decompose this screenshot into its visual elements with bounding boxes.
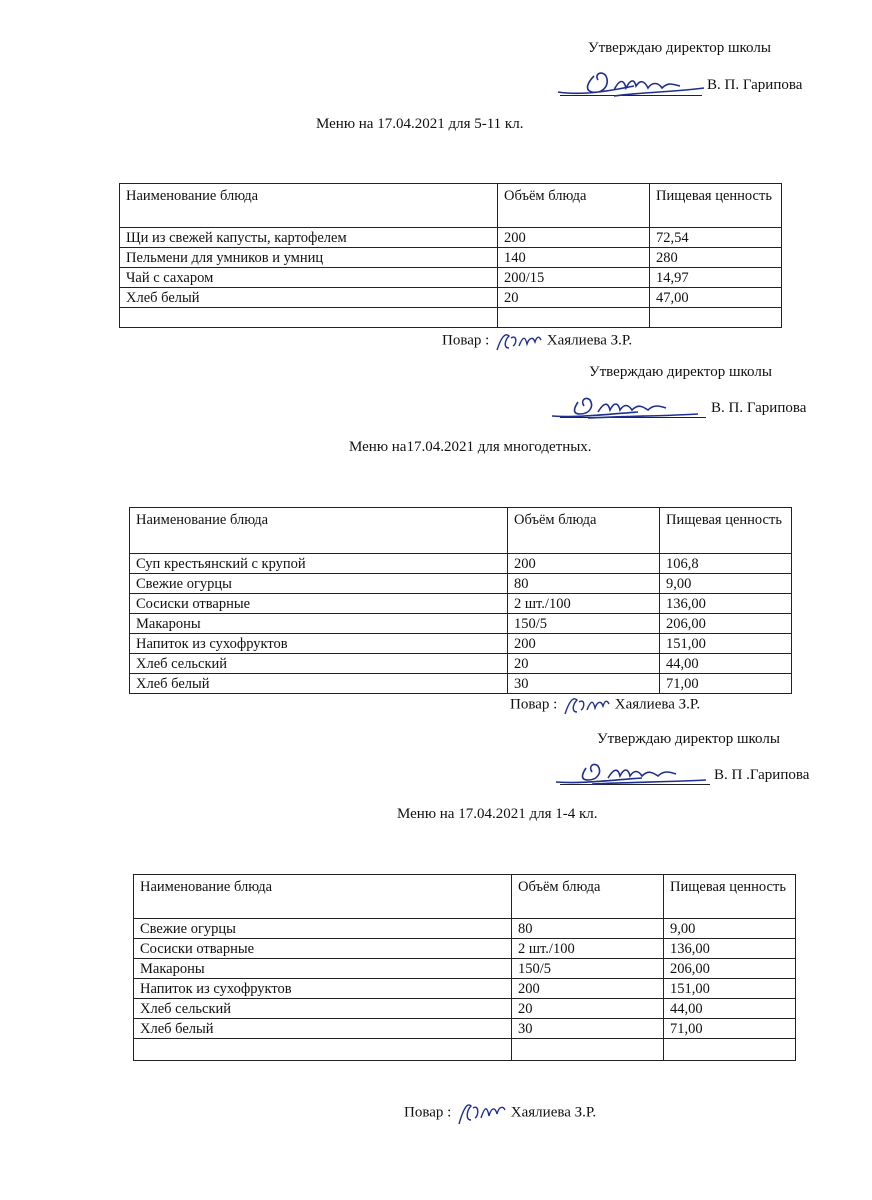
dish-nutrition: 9,00 (664, 919, 796, 939)
dish-volume: 30 (512, 1019, 664, 1039)
dish-volume: 200 (508, 554, 660, 574)
menu-title-1: Меню на 17.04.2021 для 5-11 кл. (316, 116, 524, 132)
dish-name: Хлеб белый (134, 1019, 512, 1039)
header-dish-name: Наименование блюда (130, 508, 508, 554)
dish-volume: 150/5 (512, 959, 664, 979)
header-dish-name: Наименование блюда (120, 184, 498, 228)
cook-signature-2 (561, 692, 611, 718)
header-nutrition: Пищевая ценность (650, 184, 782, 228)
dish-name: Свежие огурцы (134, 919, 512, 939)
approval-text-3: Утверждаю директор школы (597, 731, 780, 747)
dish-nutrition: 47,00 (650, 288, 782, 308)
director-name-1: В. П. Гарипова (707, 77, 803, 93)
dish-nutrition: 71,00 (660, 674, 792, 694)
cook-name: Хаялиева З.Р. (510, 1104, 597, 1121)
dish-volume: 2 шт./100 (508, 594, 660, 614)
cook-label: Повар : (510, 696, 558, 713)
dish-name: Макароны (134, 959, 512, 979)
dish-volume: 80 (508, 574, 660, 594)
dish-name: Сосиски отварные (134, 939, 512, 959)
dish-name: Хлеб белый (130, 674, 508, 694)
cook-line-3 (404, 1098, 596, 1128)
dish-name: Хлеб белый (120, 288, 498, 308)
table-row (130, 574, 792, 594)
menu-title-3: Меню на 17.04.2021 для 1-4 кл. (397, 806, 598, 822)
dish-volume: 20 (508, 654, 660, 674)
dish-volume (512, 1039, 664, 1061)
dish-nutrition: 151,00 (664, 979, 796, 999)
header-nutrition: Пищевая ценность (660, 508, 792, 554)
dish-volume: 200 (512, 979, 664, 999)
dish-name: Щи из свежей капусты, картофелем (120, 228, 498, 248)
dish-name: Напиток из сухофруктов (134, 979, 512, 999)
table-row (130, 594, 792, 614)
dish-name: Сосиски отварные (130, 594, 508, 614)
dish-name: Хлеб сельский (130, 654, 508, 674)
dish-nutrition: 44,00 (660, 654, 792, 674)
table-row (130, 614, 792, 634)
dish-nutrition: 44,00 (664, 999, 796, 1019)
cook-line-2 (510, 692, 700, 718)
dish-volume: 200/15 (498, 268, 650, 288)
dish-name: Пельмени для умников и умниц (120, 248, 498, 268)
header-nutrition: Пищевая ценность (664, 875, 796, 919)
dish-volume: 20 (512, 999, 664, 1019)
dish-name: Хлеб сельский (134, 999, 512, 1019)
table-row (120, 268, 782, 288)
cook-name: Хаялиева З.Р. (546, 332, 633, 349)
cook-label: Повар : (404, 1104, 452, 1121)
dish-nutrition: 9,00 (660, 574, 792, 594)
dish-nutrition: 71,00 (664, 1019, 796, 1039)
cook-label: Повар : (442, 332, 490, 349)
table-header-row (134, 875, 796, 919)
dish-name (134, 1039, 512, 1061)
director-signature-1 (554, 62, 714, 102)
dish-nutrition (650, 308, 782, 328)
table-row (120, 248, 782, 268)
dish-volume (498, 308, 650, 328)
dish-name: Напиток из сухофруктов (130, 634, 508, 654)
menu-table-3 (133, 874, 796, 1061)
table-row (134, 959, 796, 979)
dish-volume: 150/5 (508, 614, 660, 634)
menu-title-2: Меню на17.04.2021 для многодетных. (349, 439, 592, 455)
header-volume: Объём блюда (498, 184, 650, 228)
dish-volume: 200 (508, 634, 660, 654)
dish-nutrition: 136,00 (664, 939, 796, 959)
table-row (130, 634, 792, 654)
director-name-3: В. П .Гарипова (714, 767, 810, 783)
table-header-row (130, 508, 792, 554)
table-row (134, 1039, 796, 1061)
table-row (134, 919, 796, 939)
table-row (134, 1019, 796, 1039)
table-row (120, 308, 782, 328)
cook-name: Хаялиева З.Р. (614, 696, 701, 713)
dish-nutrition: 136,00 (660, 594, 792, 614)
dish-volume: 140 (498, 248, 650, 268)
table-row (130, 654, 792, 674)
cook-signature-1 (493, 328, 543, 354)
dish-nutrition: 151,00 (660, 634, 792, 654)
cook-signature-3 (455, 1098, 507, 1128)
dish-name: Макароны (130, 614, 508, 634)
dish-volume: 80 (512, 919, 664, 939)
dish-name: Свежие огурцы (130, 574, 508, 594)
approval-text-1: Утверждаю директор школы (588, 40, 771, 56)
dish-name (120, 308, 498, 328)
table-row (120, 228, 782, 248)
director-name-2: В. П. Гарипова (711, 400, 807, 416)
dish-nutrition (664, 1039, 796, 1061)
table-row (134, 939, 796, 959)
dish-volume: 200 (498, 228, 650, 248)
menu-table-2 (129, 507, 792, 694)
table-row (120, 288, 782, 308)
dish-nutrition: 280 (650, 248, 782, 268)
header-dish-name: Наименование блюда (134, 875, 512, 919)
dish-nutrition: 14,97 (650, 268, 782, 288)
dish-nutrition: 206,00 (664, 959, 796, 979)
dish-volume: 20 (498, 288, 650, 308)
dish-volume: 30 (508, 674, 660, 694)
menu-table-1 (119, 183, 782, 328)
table-row (134, 999, 796, 1019)
dish-name: Чай с сахаром (120, 268, 498, 288)
approval-text-2: Утверждаю директор школы (589, 364, 772, 380)
dish-nutrition: 206,00 (660, 614, 792, 634)
dish-name: Суп крестьянский с крупой (130, 554, 508, 574)
header-volume: Объём блюда (508, 508, 660, 554)
table-header-row (120, 184, 782, 228)
table-row (130, 674, 792, 694)
director-signature-2 (548, 388, 708, 424)
table-row (134, 979, 796, 999)
table-row (130, 554, 792, 574)
header-volume: Объём блюда (512, 875, 664, 919)
dish-volume: 2 шт./100 (512, 939, 664, 959)
dish-nutrition: 72,54 (650, 228, 782, 248)
dish-nutrition: 106,8 (660, 554, 792, 574)
director-signature-3 (552, 754, 712, 790)
cook-line-1 (442, 328, 632, 354)
